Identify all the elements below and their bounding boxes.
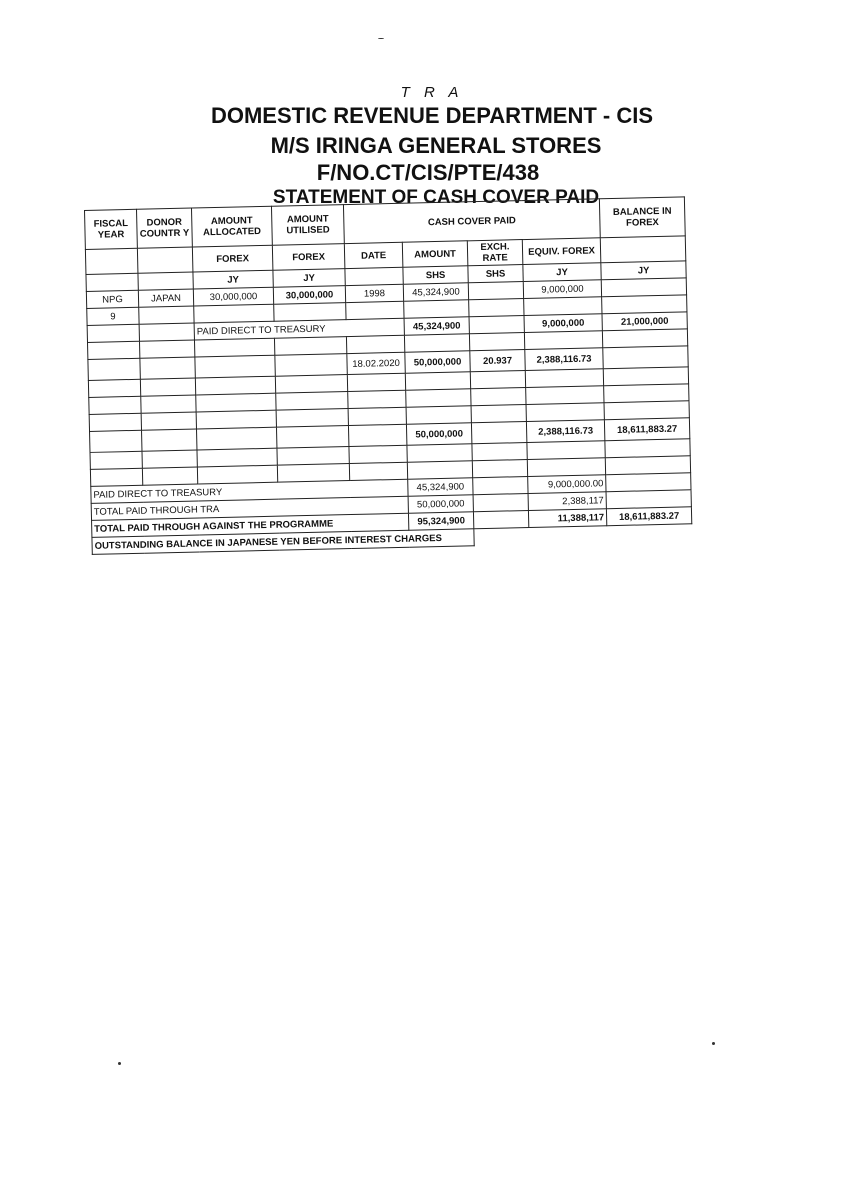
cell-donor: JAPAN — [138, 289, 193, 307]
file-number-heading: F/NO.CT/CIS/PTE/438 — [316, 160, 540, 185]
summary-outstanding-label: OUTSTANDING BALANCE IN JAPANESE YEN BEFORE INTEREST CHARGES — [92, 529, 474, 555]
summary-total-tra-label: TOTAL PAID THROUGH TRA — [91, 496, 408, 520]
cell-balance: 21,000,000 — [602, 312, 687, 331]
col-amount-allocated: AMOUNT ALLOCATED — [191, 206, 272, 247]
statement-title: STATEMENT OF CASH COVER PAID — [272, 187, 600, 208]
unit-balance: JY — [601, 261, 686, 280]
col-fiscal-year: FISCAL YEAR — [85, 209, 138, 249]
summary-total-programme-label: TOTAL PAID THROUGH AGAINST THE PROGRAMME — [92, 513, 409, 537]
cell-equiv: 2,388,116.73 — [526, 420, 605, 443]
col-exch-rate: EXCH. RATE — [467, 240, 523, 266]
cell-amount: 45,324,900 — [403, 283, 468, 301]
cell-date: 18.02.2020 — [347, 352, 405, 374]
summary-paid-direct-amount: 45,324,900 — [408, 478, 473, 496]
col-amount: AMOUNT — [402, 241, 468, 267]
summary-total-programme-amount: 95,324,900 — [408, 512, 473, 530]
unit-exch-rate: SHS — [468, 265, 523, 283]
unit-amount: SHS — [403, 266, 468, 284]
col-equiv-forex: EQUIV. FOREX — [522, 238, 601, 265]
col-forex-utilised: FOREX — [272, 244, 345, 271]
summary-total-tra-amount: 50,000,000 — [408, 495, 473, 513]
cell-paid-direct-label: PAID DIRECT TO TREASURY — [194, 318, 404, 340]
col-forex-allocated: FOREX — [192, 245, 273, 272]
cell-amount: 50,000,000 — [406, 423, 471, 445]
cell-allocated: 30,000,000 — [193, 287, 273, 306]
summary-paid-direct-equiv: 9,000,000.00 — [528, 475, 606, 494]
unit-allocated: JY — [193, 270, 273, 289]
scan-speck — [378, 38, 384, 39]
scan-speck — [118, 1062, 121, 1065]
col-date: DATE — [344, 242, 403, 268]
cell-exch-rate: 20.937 — [470, 350, 525, 372]
cell-equiv: 9,000,000 — [523, 280, 601, 299]
summary-total-programme-equiv: 11,388,117 — [528, 509, 606, 528]
scan-speck — [712, 1042, 715, 1045]
cell-amount: 50,000,000 — [405, 351, 470, 373]
department-heading: DOMESTIC REVENUE DEPARTMENT - CIS — [210, 103, 654, 128]
cell-date: 1998 — [345, 284, 403, 302]
company-heading: M/S IRINGA GENERAL STORES — [270, 133, 602, 158]
col-amount-utilised: AMOUNT UTILISED — [271, 205, 344, 246]
cell-balance: 18,611,883.27 — [604, 418, 689, 441]
unit-equiv-forex: JY — [523, 263, 601, 282]
cell-equiv: 2,388,116.73 — [525, 348, 604, 371]
cell-fiscal-year: NPG — [86, 290, 138, 308]
col-donor-country: DONOR COUNTR Y — [136, 208, 192, 248]
unit-utilised: JY — [273, 269, 345, 288]
cell-fiscal-year: 9 — [87, 307, 139, 325]
cash-cover-table-wrapper — [84, 196, 692, 555]
cell-equiv: 9,000,000 — [524, 314, 602, 333]
summary-paid-direct-label: PAID DIRECT TO TREASURY — [91, 479, 408, 503]
col-cash-cover-paid: CASH COVER PAID — [343, 199, 600, 244]
cash-cover-table — [84, 196, 693, 555]
cell-utilised: 30,000,000 — [273, 286, 345, 305]
summary-total-programme-balance: 18,611,883.27 — [606, 507, 691, 526]
col-balance-in-forex: BALANCE IN FOREX — [599, 197, 685, 238]
cell-amount: 45,324,900 — [404, 317, 469, 335]
org-heading: T R A — [400, 84, 464, 101]
summary-total-tra-equiv: 2,388,117 — [528, 492, 606, 511]
